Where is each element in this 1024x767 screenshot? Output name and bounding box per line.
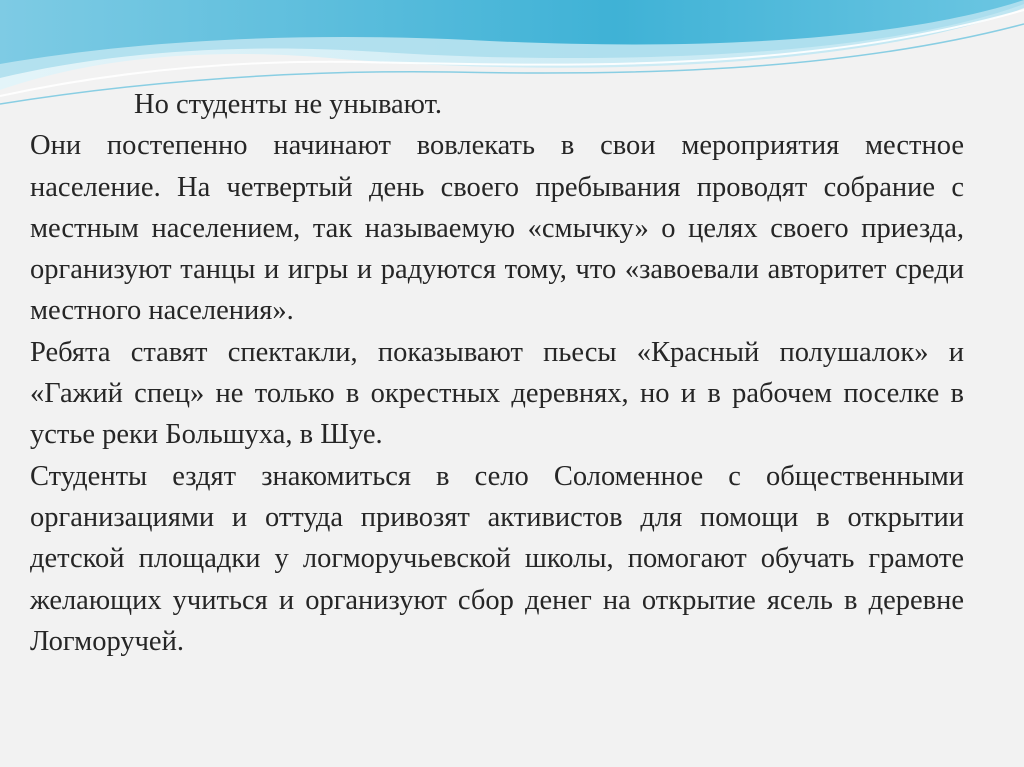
slide-body-text bbox=[30, 84, 964, 662]
paragraph-plays: Ребята ставят спектакли, показывают пьесы «Красный полушалок» и «Гажий спец» не только в окрестных деревнях, но и в рабочем поселке в устье реки Большуха, в Шуе. bbox=[30, 336, 964, 451]
paragraph-local-population: Они постепенно начинают вовлекать в свои мероприятия местное население. На четвертый день своего пребывания проводят собрание с местным населением, так называемую «смычку» о целях своего приезда, организуют танцы и игры и радуются тому, что «завоевали авторитет среди местного населения». bbox=[30, 130, 964, 327]
paragraph-intro: Но студенты не унывают. bbox=[134, 89, 443, 120]
paragraph-solomennoe: Студенты ездят знакомиться в село Соломенное с общественными организациями и оттуда привозят активистов для помощи в открытии детской площадки у логморучьевской школы, помогают обучать грамоте желающих учиться и организуют сбор денег на открытие ясель в деревне Логморучей. bbox=[30, 460, 964, 657]
